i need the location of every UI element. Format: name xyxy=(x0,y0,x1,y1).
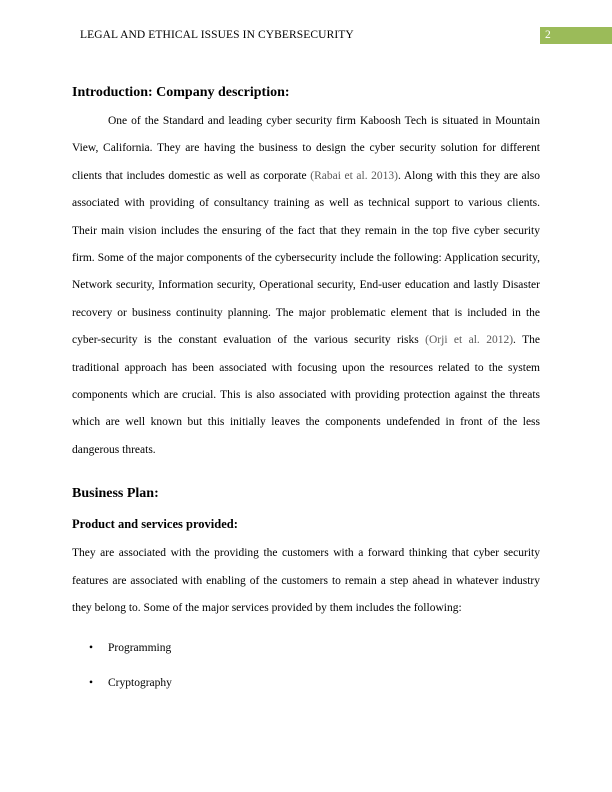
list-item xyxy=(72,631,540,666)
business-plan-heading: Business Plan: xyxy=(72,486,159,502)
intro-text-2: . Along with this they are also associated with providing of consultancy training as well as technical support to various clients. Their main vision includes the ensuring of the fact that they remain in the top five cyber security firm. Some of the major components of the cybersecurity include the following: Application security, Network security, Information security, Operational security, End-user education and lastly Disaster recovery or business continuity planning. The major problematic element that is included in the cyber-security is the constant evaluation of the various security risks xyxy=(72,169,540,347)
services-list xyxy=(72,631,540,701)
citation-orji: (Orji et al. 2012) xyxy=(425,334,514,347)
page-content xyxy=(72,80,540,701)
service-label: Cryptography xyxy=(108,676,172,689)
services-paragraph: They are associated with the providing the customers with a forward thinking that cyber security features are associated with enabling of the customers to remain a step ahead in whatever industry they belong to. Some of the major services provided by them includes the following: xyxy=(72,547,540,615)
intro-text-3: . The traditional approach has been associated with focusing upon the resources related to the system components which are crucial. This is also associated with providing protection against the threats which are well known but this initially leaves the components undefended in front of the less dangerous threats. xyxy=(72,334,540,456)
bullet-icon: • xyxy=(89,676,94,689)
service-label: Programming xyxy=(108,641,172,654)
running-head: LEGAL AND ETHICAL ISSUES IN CYBERSECURITY xyxy=(80,29,354,41)
intro-paragraph xyxy=(72,108,540,464)
intro-heading: Introduction: Company description: xyxy=(72,85,290,100)
page-number-badge: 2 xyxy=(540,27,612,44)
bullet-icon: • xyxy=(89,641,94,654)
list-item xyxy=(72,666,540,701)
citation-rabai: (Rabai et al. 2013) xyxy=(310,169,398,182)
products-services-heading: Product and services provided: xyxy=(72,517,238,532)
intro-text-1: One of the Standard and leading cyber security firm Kaboosh Tech is situated in Mountain View, California. They are having the business to design the cyber security solution for different clients that includes domestic as well as corporate xyxy=(72,115,540,182)
